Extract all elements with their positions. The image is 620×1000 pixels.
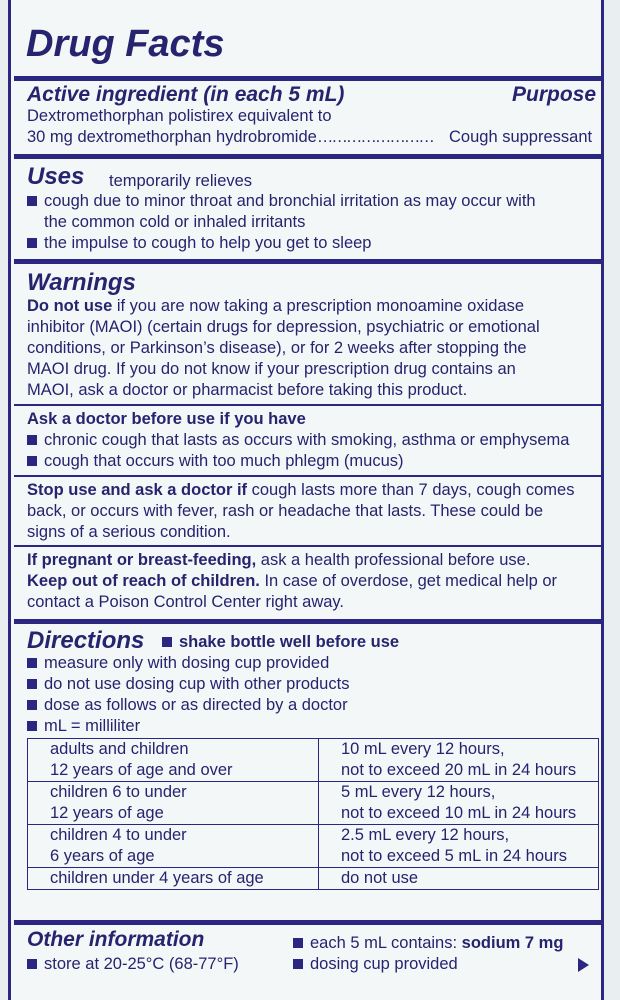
directions-item-2: do not use dosing cup with other products [27,674,349,694]
directions-item-4: mL = milliliter [27,716,140,736]
bullet-icon [27,679,37,689]
stop-use-line-1: Stop use and ask a doctor if cough lasts more than 7 days, cough comes [27,481,575,499]
stop-use-line-3: signs of a serious condition. [27,523,231,541]
dosage-table [27,738,599,890]
directions-heading: Directions [27,627,145,654]
age-group-cell: adults and children 12 years of age and over [28,739,319,782]
continue-arrow-icon [578,958,589,972]
sodium-content: each 5 mL contains: sodium 7 mg [293,933,563,953]
ask-doctor-item-1: chronic cough that lasts as occurs with smoking, asthma or emphysema [27,430,569,450]
dose-cell: 2.5 mL every 12 hours, not to exceed 5 mL in 24 hours [319,825,599,868]
bullet-icon [27,721,37,731]
other-info-heading: Other information [27,928,205,951]
dose-cell: 10 mL every 12 hours, not to exceed 20 mL in 24 hours [319,739,599,782]
keep-out-line-1: Keep out of reach of children. In case of overdose, get medical help or [27,572,558,590]
dose-cell: 5 mL every 12 hours, not to exceed 10 mL in 24 hours [319,782,599,825]
bullet-icon [27,959,37,969]
bullet-icon [293,938,303,948]
uses-heading: Uses [27,163,85,190]
ask-doctor-heading: Ask a doctor before use if you have [27,410,306,428]
bullet-icon [27,456,37,466]
purpose-heading: Purpose [512,83,597,106]
age-group-cell: children under 4 years of age [28,868,319,890]
pregnancy-warning: If pregnant or breast-feeding, ask a health professional before use. [27,551,531,569]
purpose-value: Cough suppressant [449,128,593,146]
other-info-rule [14,920,604,925]
stop-use-line-2: back, or occurs with fever, rash or headache that lasts. These could be [27,502,544,520]
keep-out-line-2: contact a Poison Control Center right away. [27,593,345,611]
bullet-icon [27,196,37,206]
storage-info: store at 20-25°C (68-77°F) [27,954,239,974]
warnings-rule [14,259,604,264]
directions-rule [14,619,604,624]
leader-dots: …………………… [316,128,433,146]
bullet-icon [27,238,37,248]
directions-item-1: measure only with dosing cup provided [27,653,329,673]
directions-item-3: dose as follows or as directed by a doctor [27,695,348,715]
warnings-divider-2 [14,475,604,477]
table-row [28,825,599,868]
table-row [28,868,599,890]
dosing-cup-info: dosing cup provided [293,954,458,974]
active-line-2 [27,127,433,147]
do-not-use-line-1: Do not use if you are now taking a prescription monoamine oxidase [27,297,525,315]
active-ingredient-name: 30 mg dextromethorphan hydrobromide [27,128,317,146]
bullet-icon [27,658,37,668]
bullet-icon [162,637,172,647]
dose-cell: do not use [319,868,599,890]
bullet-icon [27,435,37,445]
warnings-divider-3 [14,545,604,547]
shake-instruction: shake bottle well before use [162,632,399,652]
do-not-use-line-3: conditions, or Parkinson’s disease), or for 2 weeks after stopping the [27,339,527,357]
uses-rule [14,154,604,159]
table-row [28,739,599,782]
active-ingredient-heading: Active ingredient (in each 5 mL) [27,83,345,106]
warnings-divider-1 [14,404,604,406]
do-not-use-line-5: MAOI, ask a doctor or pharmacist before taking this product. [27,381,468,399]
age-group-cell: children 6 to under 12 years of age [28,782,319,825]
uses-item-1-cont: the common cold or inhaled irritants [44,213,306,231]
title-rule [14,76,604,81]
age-group-cell: children 4 to under 6 years of age [28,825,319,868]
bullet-icon [27,700,37,710]
uses-item-1: cough due to minor throat and bronchial irritation as may occur with [27,191,536,211]
ask-doctor-item-2: cough that occurs with too much phlegm (mucus) [27,451,404,471]
uses-intro: temporarily relieves [109,172,253,190]
page-title: Drug Facts [26,23,225,65]
active-line-1: Dextromethorphan polistirex equivalent to [27,107,332,125]
do-not-use-line-2: inhibitor (MAOI) (certain drugs for depression, psychiatric or emotional [27,318,540,336]
uses-item-2: the impulse to cough to help you get to sleep [27,233,371,253]
table-row [28,782,599,825]
bullet-icon [293,959,303,969]
warnings-heading: Warnings [27,269,136,296]
do-not-use-line-4: MAOI drug. If you do not know if your prescription drug contains an [27,360,516,378]
